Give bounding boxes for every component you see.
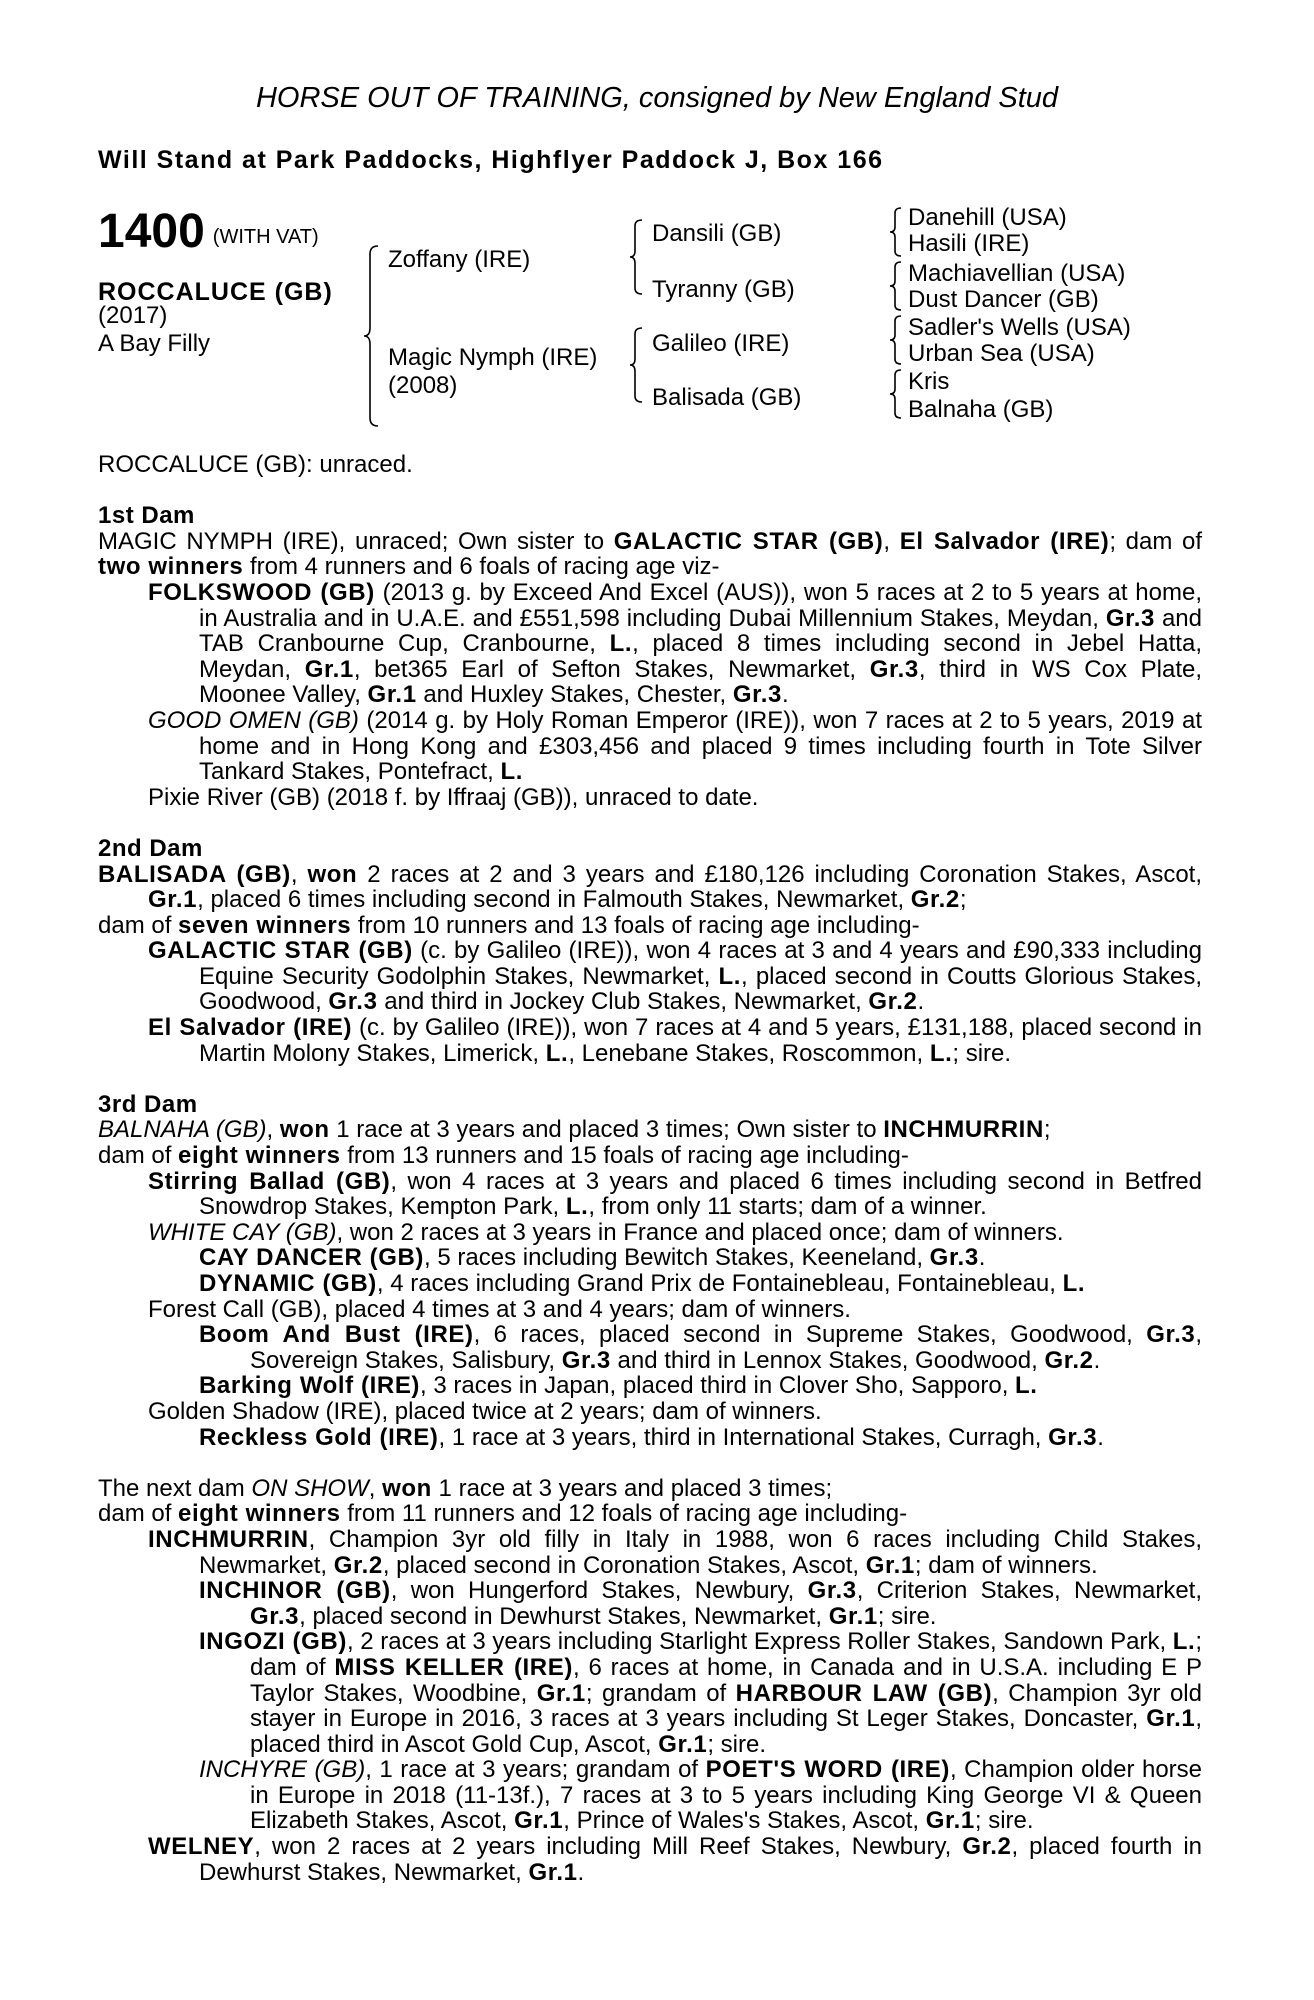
produce-pixie-river: Pixie River (GB) (2018 f. by Iffraaj (GB)), unraced to date. [148, 783, 759, 811]
first-dam-intro: MAGIC NYMPH (IRE), unraced; Own sister to GALACTIC STAR (GB), El Salvador (IRE); dam of two winners from 4 runners and 6 foals of racing age viz- [98, 527, 1203, 581]
third-dam-record: BALNAHA (GB), won 1 race at 3 years and placed 3 times; Own sister to INCHMURRIN; [98, 1116, 1051, 1144]
second-dam-record: BALISADA (GB), won 2 races at 2 and 3 years and £180,126 including Coronation Stakes, Ascot, Gr.1, placed 6 times including second in Falmouth Stakes, Newmarket, Gr.2; [98, 860, 1202, 914]
unraced-summary: ROCCALUCE (GB): unraced. [98, 451, 413, 478]
pedigree-dam-dam: Balisada (GB) [652, 384, 802, 411]
third-dam-produce-summary: dam of eight winners from 13 runners and 15 foals of racing age including- [98, 1142, 909, 1170]
pedigree-gen3-5: Sadler's Wells (USA) [908, 314, 1131, 341]
pedigree-gen3-2: Hasili (IRE) [908, 230, 1030, 257]
produce-welney: WELNEY, won 2 races at 2 years including Mill Reef Stakes, Newbury, Gr.2, placed fourth in Dewhurst Stakes, Newmarket, Gr.1. [148, 1833, 1202, 1886]
produce-reckless-gold: Reckless Gold (IRE), 1 race at 3 years, third in International Stakes, Curragh, Gr.3. [199, 1423, 1104, 1451]
consignment-title: HORSE OUT OF TRAINING, consigned by New England Stud [255, 82, 1059, 114]
lot-number [98, 205, 319, 258]
horse-name: ROCCALUCE (GB) [98, 278, 333, 306]
pedigree-sire-sire: Dansili (GB) [652, 220, 782, 247]
produce-boom-and-bust: Boom And Bust (IRE), 6 races, placed second in Supreme Stakes, Goodwood, Gr.3, Sovereign Stakes, Salisbury, Gr.3 and third in Lennox Stakes, Goodwood, Gr.2. [199, 1321, 1202, 1374]
horse-year: (2017) [98, 302, 168, 329]
produce-golden-shadow: Golden Shadow (IRE), placed twice at 2 years; dam of winners. [148, 1397, 822, 1425]
third-dam-heading: 3rd Dam [98, 1090, 198, 1118]
vat-note: (WITH VAT) [212, 226, 319, 248]
pedigree-brace-g1 [888, 206, 904, 258]
pedigree-brace-dam [628, 326, 646, 404]
pedigree-dam-year: (2008) [388, 372, 458, 399]
pedigree-sire: Zoffany (IRE) [388, 246, 531, 273]
produce-white-cay: WHITE CAY (GB), won 2 races at 3 years in France and placed once; dam of winners. [148, 1218, 1064, 1246]
first-dam-heading: 1st Dam [98, 502, 195, 530]
pedigree-brace-g2 [888, 260, 904, 312]
pedigree-gen3-6: Urban Sea (USA) [908, 340, 1095, 367]
produce-inchyre: INCHYRE (GB), 1 race at 3 years; grandam of POET'S WORD (IRE), Champion older horse in Europe in 2018 (11-13f.), 7 races at 3 to 5 years including King George VI & Queen Elizabeth Stakes, Ascot, Gr.1, Prince of Wales's Stakes, Ascot, Gr.1; sire. [199, 1756, 1203, 1835]
second-dam-produce-summary: dam of seven winners from 10 runners and 13 foals of racing age including- [98, 911, 920, 939]
pedigree-brace-sire [628, 218, 646, 296]
produce-stirring-ballad: Stirring Ballad (GB), won 4 races at 3 years and placed 6 times including second in Betfred Snowdrop Stakes, Kempton Park, L., from only 11 starts; dam of a winner. [148, 1167, 1202, 1221]
pedigree-brace-g4 [888, 368, 904, 420]
second-dam-heading: 2nd Dam [98, 834, 203, 862]
pedigree-gen3-7: Kris [908, 368, 950, 395]
stand-location: Will Stand at Park Paddocks, Highflyer Paddock J, Box 166 [98, 146, 884, 174]
produce-cay-dancer: CAY DANCER (GB), 5 races including Bewitch Stakes, Keeneland, Gr.3. [199, 1244, 986, 1272]
pedigree-brace-main [362, 244, 382, 428]
produce-el-salvador: El Salvador (IRE) (c. by Galileo (IRE)), won 7 races at 4 and 5 years, £131,188, placed second in Martin Molony Stakes, Limerick, L., Lenebane Stakes, Roscommon, L.; sire. [148, 1014, 1202, 1067]
produce-ingozi: INGOZI (GB), 2 races at 3 years including Starlight Express Roller Stakes, Sandown Park, L.; dam of MISS KELLER (IRE), 6 races at home, in Canada and in U.S.A. including E P Taylor Stakes, Woodbine, Gr.1; grandam of HARBOUR LAW (GB), Champion 3yr old stayer in Europe in 2016, 3 races at 3 years including St Leger Stakes, Doncaster, Gr.1, placed third in Ascot Gold Cup, Ascot, Gr.1; sire. [199, 1628, 1202, 1758]
catalogue-body [98, 452, 1202, 1885]
pedigree-dam: Magic Nymph (IRE) [388, 344, 598, 371]
produce-folkswood: FOLKSWOOD (GB) (2013 g. by Exceed And Excel (AUS)), won 5 races at 2 to 5 years at home, in Australia and in U.A.E. and £551,598 including Dubai Millennium Stakes, Meydan, Gr.3 and TAB Cranbourne Cup, Cranbourne, L., placed 8 times including second in Jebel Hatta, Meydan, Gr.1, bet365 Earl of Sefton Stakes, Newmarket, Gr.3, third in WS Cox Plate, Moonee Valley, Gr.1 and Huxley Stakes, Chester, Gr.3. [148, 578, 1203, 709]
pedigree-sire-dam: Tyranny (GB) [652, 276, 795, 303]
next-dam-record: The next dam ON SHOW, won 1 race at 3 years and placed 3 times; [98, 1474, 833, 1502]
pedigree-gen3-8: Balnaha (GB) [908, 396, 1054, 423]
produce-good-omen: GOOD OMEN (GB) (2014 g. by Holy Roman Emperor (IRE)), won 7 races at 2 to 5 years, 2019 at home and in Hong Kong and £303,456 and placed 9 times including fourth in Tote Silver Tankard Stakes, Pontefract, L. [148, 706, 1202, 786]
pedigree-dam-sire: Galileo (IRE) [652, 330, 790, 357]
produce-forest-call: Forest Call (GB), placed 4 times at 3 and 4 years; dam of winners. [148, 1295, 851, 1323]
pedigree-gen3-3: Machiavellian (USA) [908, 260, 1126, 287]
next-dam-produce-summary: dam of eight winners from 11 runners and 12 foals of racing age including- [98, 1500, 908, 1528]
lot-number-value: 1400 [98, 205, 205, 258]
produce-galactic-star: GALACTIC STAR (GB) (c. by Galileo (IRE)), won 4 races at 3 and 4 years and £90,333 including Equine Security Godolphin Stakes, Newmarket, L., placed second in Coutts Glorious Stakes, Goodwood, Gr.3 and third in Jockey Club Stakes, Newmarket, Gr.2. [148, 937, 1203, 1016]
horse-description: A Bay Filly [98, 330, 211, 357]
pedigree-brace-g3 [888, 314, 904, 366]
produce-barking-wolf: Barking Wolf (IRE), 3 races in Japan, placed third in Clover Sho, Sapporo, L. [199, 1372, 1038, 1400]
pedigree-gen3-1: Danehill (USA) [908, 204, 1067, 231]
produce-inchmurrin: INCHMURRIN, Champion 3yr old filly in Italy in 1988, won 6 races including Child Stakes, Newmarket, Gr.2, placed second in Coronation Stakes, Ascot, Gr.1; dam of winners. [148, 1525, 1202, 1579]
produce-inchinor: INCHINOR (GB), won Hungerford Stakes, Newbury, Gr.3, Criterion Stakes, Newmarket, Gr.3, placed second in Dewhurst Stakes, Newmarket, Gr.1; sire. [199, 1577, 1202, 1630]
produce-dynamic: DYNAMIC (GB), 4 races including Grand Prix de Fontainebleau, Fontainebleau, L. [199, 1270, 1086, 1297]
pedigree-gen3-4: Dust Dancer (GB) [908, 286, 1099, 313]
